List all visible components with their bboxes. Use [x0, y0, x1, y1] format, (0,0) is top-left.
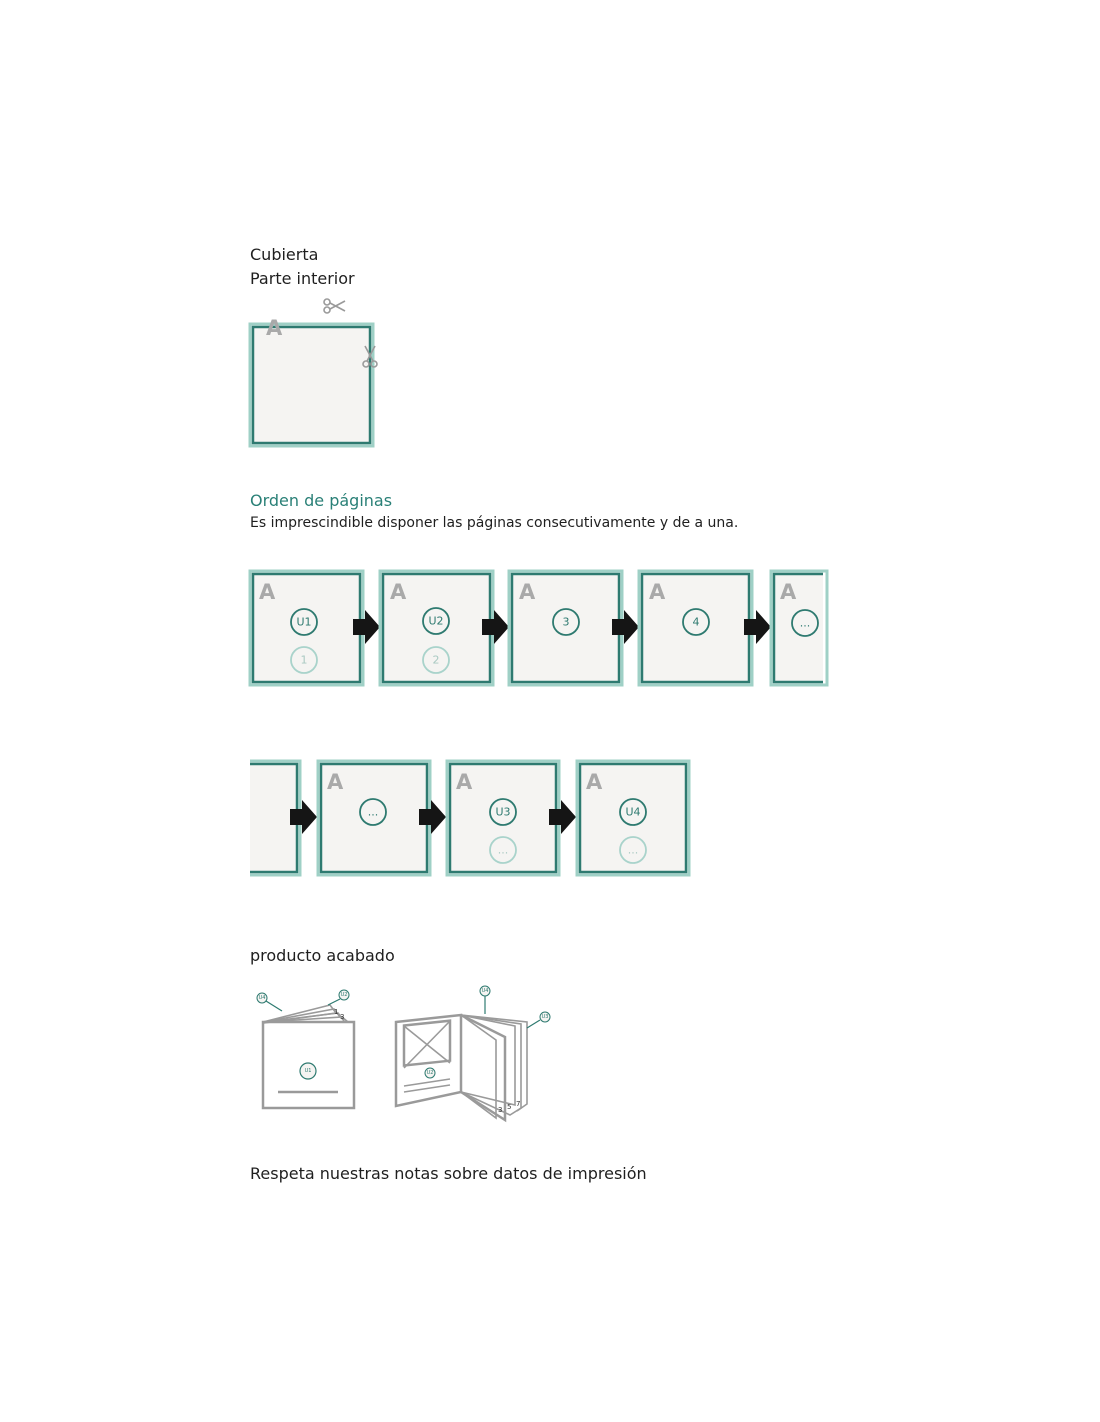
- page-order-title: Orden de páginas: [250, 491, 393, 510]
- open-page-number: 5: [507, 1103, 512, 1111]
- inner-cover-label: U2: [340, 992, 348, 998]
- svg-text:1: 1: [334, 1008, 339, 1016]
- page-card: [771, 571, 827, 685]
- scissors-icon: [324, 299, 345, 313]
- page-letter: A: [390, 580, 407, 604]
- page-letter: A: [327, 770, 344, 794]
- page-order-row-1: [245, 565, 830, 690]
- page-number: 3: [562, 615, 570, 629]
- page-card: [639, 571, 752, 685]
- page-card: [447, 761, 559, 875]
- page-card: [509, 571, 622, 685]
- page-order-description: Es imprescindible disponer las páginas consecutivamente y de a una.: [250, 515, 739, 531]
- single-page-diagram: [245, 293, 390, 453]
- page-letter: A: [519, 580, 536, 604]
- page-number: ...: [799, 616, 811, 630]
- page-sub-number: ...: [497, 843, 509, 857]
- front-cover-label: U1: [304, 1068, 312, 1074]
- page-number: U4: [625, 805, 641, 819]
- svg-text:3: 3: [340, 1013, 345, 1021]
- page-number: ...: [367, 805, 379, 819]
- page-order-row-2: [245, 755, 695, 880]
- closed-booklet-diagram: [250, 985, 370, 1115]
- cover-label: Cubierta: [250, 245, 319, 264]
- page-card: [318, 761, 430, 875]
- page-number: U2: [428, 614, 444, 628]
- page-card: [250, 571, 363, 685]
- page-card: [577, 761, 689, 875]
- finished-product-title: producto acabado: [250, 946, 395, 965]
- page-sub-number: ...: [627, 843, 639, 857]
- open-booklet-diagram: [390, 980, 560, 1125]
- page-letter: A: [266, 316, 283, 340]
- page-letter: A: [780, 580, 797, 604]
- page-letter: A: [259, 580, 276, 604]
- footer-note: Respeta nuestras notas sobre datos de impresión: [250, 1164, 647, 1183]
- open-page-number: 7: [516, 1100, 521, 1108]
- inner-label: Parte interior: [250, 269, 355, 288]
- page-letter: A: [456, 770, 473, 794]
- page-letter: A: [649, 580, 666, 604]
- page-card: [380, 571, 493, 685]
- open-page-number: 3: [498, 1106, 503, 1114]
- open-top-label: U4: [481, 988, 489, 994]
- page-number: 4: [692, 615, 700, 629]
- back-cover-label: U4: [258, 995, 266, 1001]
- open-left-label: U2: [426, 1070, 434, 1076]
- open-right-label: U3: [541, 1014, 549, 1020]
- page-number: U3: [495, 805, 511, 819]
- page-sub-number: 1: [300, 653, 308, 667]
- page-number: U1: [296, 615, 312, 629]
- page-letter: A: [586, 770, 603, 794]
- page-sub-number: 2: [432, 653, 440, 667]
